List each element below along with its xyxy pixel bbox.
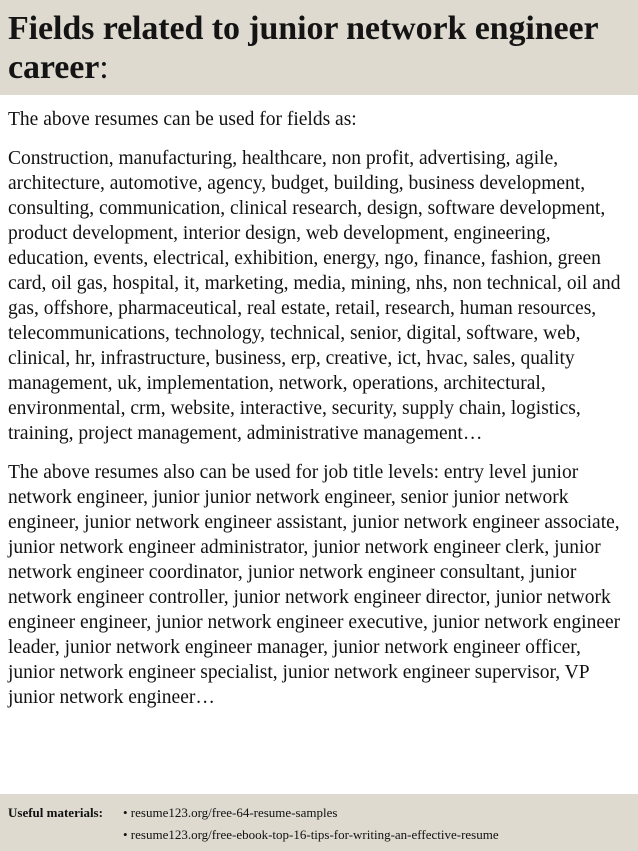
intro-text: The above resumes can be used for fields as: bbox=[8, 109, 357, 130]
resource-link-resume-samples[interactable]: • resume123.org/free-64-resume-samples bbox=[123, 805, 338, 820]
page-title-text: Fields related to junior network engineer career bbox=[8, 10, 598, 86]
page-title bbox=[8, 9, 630, 87]
useful-materials-label-colon: : bbox=[98, 805, 103, 820]
useful-materials-footer bbox=[0, 794, 638, 851]
useful-materials-label bbox=[8, 802, 123, 824]
fields-list: Construction, manufacturing, healthcare, non profit, advertising, agile, architecture, automotive, agency, budget, building, business development, consulting, communication, clinical research, design, software development, product development, interior design, web development, engineering, education, events, electrical, exhibition, energy, ngo, finance, fashion, green card, oil gas, hospital, it, marketing, media, mining, nhs, non technical, oil and gas, offshore, pharmaceutical, real estate, retail, research, human resources, telecommunications, technology, technical, senior, digital, software, web, clinical, hr, infrastructure, business, erp, creative, ict, hvac, sales, quality management, uk, implementation, network, operations, architectural, environmental, crm, website, interactive, security, supply chain, logistics, training, project management, administrative management… bbox=[8, 148, 621, 444]
page-title-colon: : bbox=[99, 49, 109, 86]
job-titles-list: The above resumes also can be used for job title levels: entry level junior network engineer, junior junior network engineer, senior junior network engineer, junior network engineer assistant, junior network engineer associate, junior network engineer administrator, junior network engineer clerk, junior network engineer coordinator, junior network engineer consultant, junior network engineer controller, junior network engineer director, junior network engineer engineer, junior network engineer executive, junior network engineer leader, junior network engineer manager, junior network engineer officer, junior network engineer specialist, junior network engineer supervisor, VP junior network engineer… bbox=[8, 462, 621, 708]
title-banner bbox=[0, 0, 638, 95]
useful-materials-label-text: Useful materials bbox=[8, 805, 99, 820]
footer-row-2 bbox=[8, 824, 630, 846]
resource-link-ebook-tips[interactable]: • resume123.org/free-ebook-top-16-tips-for-writing-an-effective-resume bbox=[123, 827, 499, 842]
footer-row-1 bbox=[8, 802, 630, 824]
footer-indent bbox=[8, 824, 123, 846]
main-content bbox=[0, 95, 638, 710]
